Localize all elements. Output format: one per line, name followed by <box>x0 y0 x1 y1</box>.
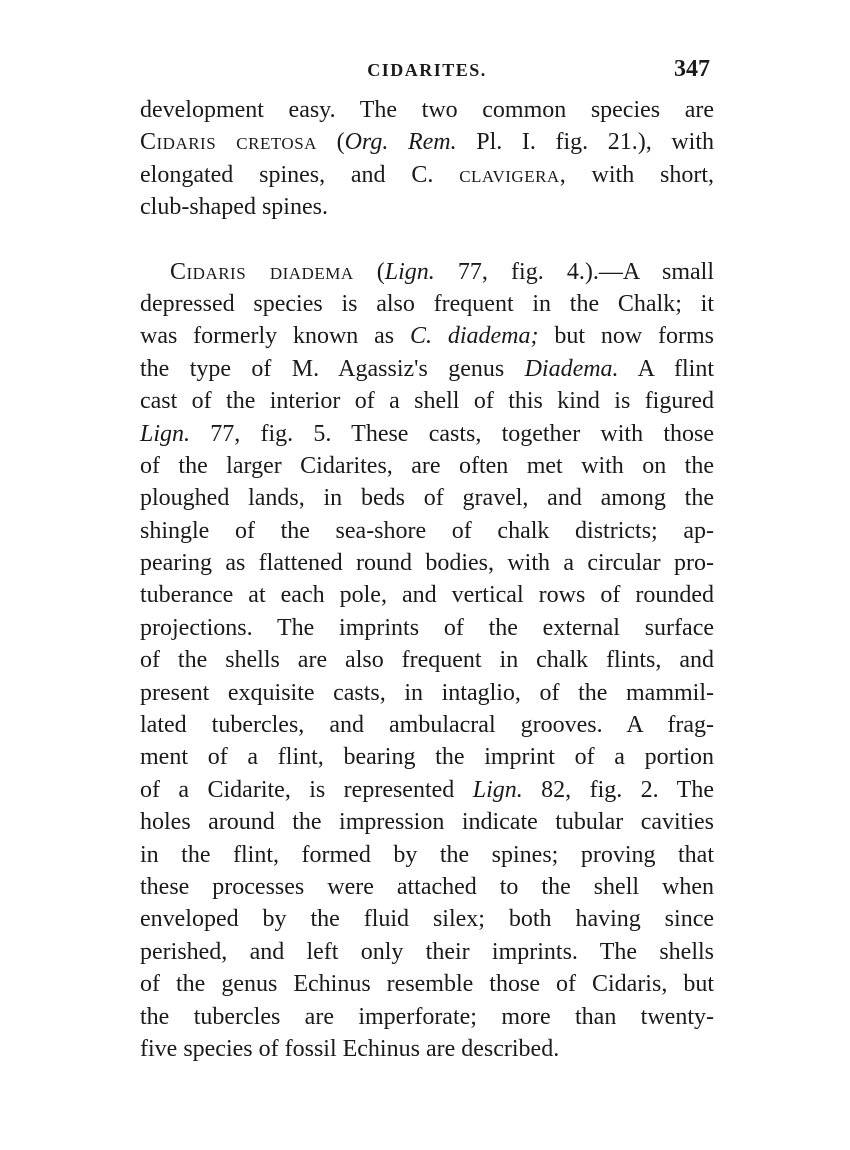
text-line: of the genus Echinus resemble those of Cidaris, but <box>140 971 714 998</box>
paragraph-gap <box>140 224 714 256</box>
text-line: the type of M. Agassiz's genus Diadema. A flint <box>140 355 714 382</box>
text-line: Cidaris diadema (Lign. 77, fig. 4.).—A small <box>170 258 714 285</box>
genus-name: Diadema. <box>524 355 619 382</box>
text-line: five species of fossil Echinus are described. <box>140 1035 560 1062</box>
text-line: enveloped by the fluid silex; both having since <box>140 906 714 933</box>
reference-title: Lign. <box>472 776 523 803</box>
text-line: lated tubercles, and ambulacral grooves. A frag- <box>140 712 714 739</box>
text-line: of the larger Cidarites, are often met with on the <box>140 452 714 479</box>
text-line: elongated spines, and C. clavigera, with short, <box>140 161 715 188</box>
species-name: Cidaris diadema <box>170 258 354 285</box>
text-line: perished, and left only their imprints. The shells <box>140 938 714 965</box>
text-line: development easy. The two common species are <box>140 97 714 123</box>
text-line: in the flint, formed by the spines; proving that <box>140 841 714 868</box>
running-title: CIDARITES. <box>367 60 487 80</box>
text-line: pearing as flattened round bodies, with a circular pro- <box>140 550 714 577</box>
species-name: C. diadema; <box>409 323 539 350</box>
reference-title: Lign. <box>384 258 435 285</box>
text-line: ment of a flint, bearing the imprint of a portion <box>140 744 714 771</box>
text-line: depressed species is also frequent in the Chalk; it <box>140 290 714 317</box>
text-line: of a Cidarite, is represented Lign. 82, fig. 2. The <box>140 776 714 803</box>
text-line: holes around the impression indicate tubular cavities <box>140 809 714 836</box>
text-line: Lign. 77, fig. 5. These casts, together with those <box>140 420 714 447</box>
text-line: ploughed lands, in beds of gravel, and among the <box>140 485 714 512</box>
text-line: these processes were attached to the shell when <box>140 873 714 900</box>
text-line: shingle of the sea-shore of chalk districts; ap- <box>140 517 714 544</box>
book-page <box>140 50 714 1065</box>
paragraph-1 <box>140 94 714 224</box>
reference-title: Org. Rem. <box>344 129 457 156</box>
text-line: tuberance at each pole, and vertical rows of rounded <box>140 582 714 609</box>
text-line: cast of the interior of a shell of this kind is figured <box>140 388 714 415</box>
running-head <box>140 50 714 94</box>
text-line: club-shaped spines. <box>140 194 328 221</box>
text-line: projections. The imprints of the external surface <box>140 614 714 641</box>
text-line: present exquisite casts, in intaglio, of the mammil- <box>140 679 714 706</box>
paragraph-2 <box>140 256 714 1066</box>
species-name: Cidaris cretosa <box>140 129 317 156</box>
species-name: clavigera <box>459 161 560 188</box>
page-number: 347 <box>674 56 710 82</box>
text-line: was formerly known as C. diadema; but now forms <box>140 323 714 350</box>
text-line: of the shells are also frequent in chalk flints, and <box>140 647 714 674</box>
text-line: Cidaris cretosa (Org. Rem. Pl. I. fig. 21.), with <box>140 129 715 156</box>
reference-title: Lign. <box>140 420 191 447</box>
text-line: the tubercles are imperforate; more than twenty- <box>140 1003 714 1030</box>
